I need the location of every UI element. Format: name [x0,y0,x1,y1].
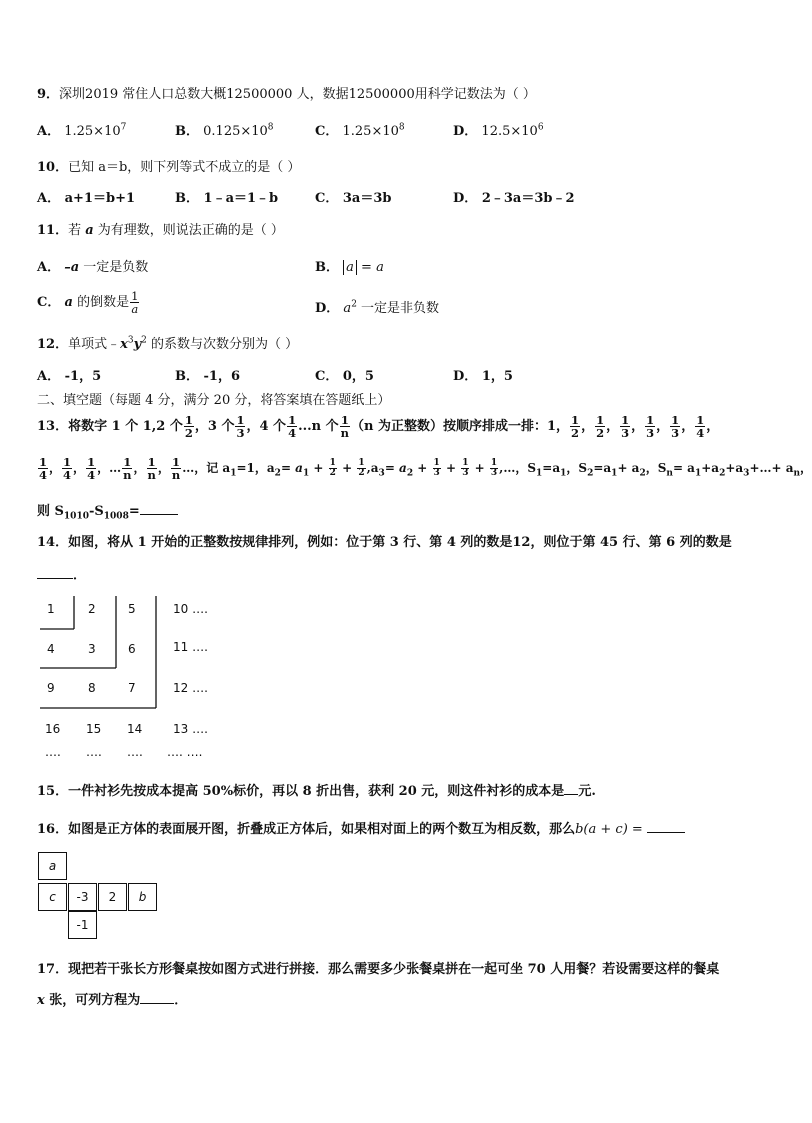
fraction-numerator: 1 [621,413,630,427]
fraction-numerator: 1 [87,455,96,469]
fraction-denominator: a [131,302,139,317]
q13-line-3 [37,500,178,522]
fraction-denominator: 2 [358,468,365,479]
option-value: 1﹣a＝1﹣b [203,191,279,206]
q15-stem [37,780,596,799]
fraction-numerator: 1 [596,413,605,427]
subscript: 2 [639,468,646,479]
fraction-denominator: 3 [646,426,655,441]
section-heading: 二、填空题（每题 4 分，满分 20 分，将答案填在答题纸上） [37,393,391,408]
grid-cell: 5 [128,602,136,616]
fraction-denominator: n [171,468,181,483]
q17-text: 张，可列方程为 [44,993,141,1008]
fraction-numerator: 1 [123,455,132,469]
fraction-numerator: 1 [358,457,365,468]
q13-text: = [128,504,140,519]
q10-text: 已知 a＝b，则下列等式不成立的是（ ） [68,160,301,175]
subscript: 1 [611,468,618,479]
fraction [645,414,655,439]
q11-option-d [315,297,439,316]
fraction-denominator: 4 [63,468,72,483]
q12-text-pre: 单项式﹣ [68,337,121,352]
fraction-denominator: 2 [329,468,336,479]
comma: ， [157,461,170,476]
fraction-denominator: n [123,468,132,483]
q9-option-b [175,120,274,139]
q11-number: 11． [37,223,69,238]
fraction-numerator: 1 [462,457,469,468]
option-label: A． [37,191,61,206]
option-label: D． [453,369,478,384]
q13-text: ，4 个 [246,419,287,435]
fraction-denominator: n [340,426,350,441]
grid-cell: 12 …. [173,681,208,695]
option-label: D． [453,124,478,139]
fraction [146,456,156,481]
option-label: C． [37,295,61,311]
q13-text: = a [672,461,695,476]
fraction [171,456,181,481]
fraction-numerator: 1 [671,413,680,427]
fraction [38,456,48,481]
fraction-numerator: 1 [131,289,139,303]
grid-cell: …. [45,745,61,759]
option-equals: = [356,260,377,275]
option-value: 1.25×10 [342,124,399,139]
q13-text: （n 为正整数）按顺序排成一排：1， [351,419,570,435]
option-value: a+1＝b+1 [64,191,136,206]
grid-cell: 14 [127,722,143,736]
q9-stem [37,83,536,102]
q12-stem [37,333,298,352]
grid-cell: 15 [86,722,102,736]
plus: + [309,461,328,476]
q13-text: = [384,461,400,476]
q13-number: 13． [37,419,69,435]
fraction-numerator: 1 [646,413,655,427]
q16-text: 如图是正方体的表面展开图，折叠成正方体后，如果相对面上的两个数互为相反数，那么 [68,822,576,837]
exponent: 3 [127,335,134,346]
option-variable: a [376,260,384,275]
fraction-numerator: 1 [329,457,336,468]
subscript: 3 [743,468,750,479]
q10-option-c [315,187,392,206]
subscript: n [793,468,801,479]
subscript: 1 [230,468,237,479]
option-value: -1，6 [203,369,241,384]
q14-stem [37,531,732,550]
option-value: 0，5 [342,369,374,384]
q15-end: 元. [578,784,596,799]
comma: ， [656,419,670,435]
comma: ， [133,461,146,476]
option-exponent: 7 [120,122,127,133]
comma: ， [706,419,720,435]
q12-text-post: 的系数与次数分别为（ ） [146,337,299,352]
option-value: 12.5×10 [481,124,538,139]
option-variable: a [343,301,352,316]
comma: ， [49,461,62,476]
comma: ， [681,419,695,435]
q13-text: + a [617,461,640,476]
q11-stem [37,219,284,238]
net-cell-minus1: -1 [68,911,97,939]
monomial-y: y [133,337,142,352]
q13-text: =1，a [236,461,275,476]
q10-number: 10． [37,160,69,175]
plus: + [337,461,357,476]
fraction [184,414,194,439]
q13-text: +a [725,461,744,476]
q17-end: ． [174,993,188,1008]
q9-option-a [37,120,126,139]
grid-cell: …. [127,745,143,759]
answer-blank[interactable] [37,567,73,579]
fraction-denominator: 3 [433,468,440,479]
option-label: D． [453,191,478,206]
option-label: B． [175,191,199,206]
grid-cell: 6 [128,642,136,656]
subscript: n [666,468,673,479]
option-value: 一定是非负数 [356,301,440,316]
ellipsis: … [182,461,195,476]
option-label: B． [175,369,199,384]
exponent: 2 [141,335,147,346]
fraction [62,456,72,481]
subscript: 1 [560,468,567,479]
fraction [595,414,605,439]
q12-number: 12． [37,337,69,352]
fraction-denominator: 2 [184,426,193,441]
subscript: 1 [536,468,543,479]
q15-text: 一件衬衫先按成本提高 50%标价，再以 8 折出售，获利 20 元，则这件衬衫的成本是 [68,784,565,799]
grid-cell: 13 …. [173,722,208,736]
plus: + [441,461,461,476]
q12-option-c [315,365,374,384]
fraction-denominator: 4 [87,468,96,483]
fraction [570,414,580,439]
net-cell-b: b [128,883,157,911]
fraction-denominator: n [147,468,156,483]
q13-text: ， [800,461,812,476]
fraction [122,456,132,481]
option-variable: –a [64,260,80,275]
comma: ， [581,419,595,435]
fraction [433,459,441,479]
option-exponent: 8 [267,122,274,133]
fraction-numerator: 1 [63,455,72,469]
q13-text: ,…，S [499,461,537,476]
fraction [357,459,365,479]
fraction [130,290,139,315]
monomial-x: x [120,337,128,352]
q13-text: ，记 a [194,461,231,476]
subscript: 1010 [63,511,89,522]
grid-cell: 2 [88,602,96,616]
fraction-denominator: 4 [696,426,705,441]
option-label: D． [315,301,340,316]
grid-cell: 11 …. [173,640,208,654]
fraction-numerator: 1 [696,413,705,427]
fraction-denominator: 3 [490,468,498,479]
q13-text: =a [593,461,612,476]
fraction-denominator: 3 [621,426,630,441]
fraction-numerator: 1 [236,413,245,427]
q11-text-post: 为有理数，则说法正确的是（ ） [93,223,284,238]
q12-option-a [37,365,101,384]
q17-stem [37,958,719,977]
fraction [86,456,96,481]
absolute-value: a [343,260,357,275]
fraction [490,459,498,479]
q11-option-a [37,256,148,275]
q15-number: 15． [37,784,69,799]
fraction [329,459,337,479]
q13-text: ...n 个 [298,419,339,435]
net-cell-2: 2 [98,883,127,911]
q14-text: 如图，将从 1 开始的正整数按规律排列，例如：位于第 3 行、第 4 列的数是12，则位于第 45 行、第 6 列的数是 [68,535,732,550]
q13-text: 则 S [37,504,64,519]
q13-line-2 [37,456,812,481]
q10-option-b [175,187,278,206]
option-value: 0.125×10 [203,124,268,139]
q16-expression: b(a + c) = [575,822,647,837]
ellipsis: … [109,461,122,476]
variable: a [295,461,303,476]
fraction-denominator: 2 [571,426,580,441]
option-value: 1.25×10 [64,124,121,139]
plus: + [470,461,489,476]
fraction-denominator: 4 [39,468,48,483]
q17-line-2 [37,989,187,1008]
fraction-numerator: 1 [288,413,297,427]
fraction [695,414,705,439]
plus: + [413,461,432,476]
grid-cell: 7 [128,681,136,695]
subscript: 3 [378,468,385,479]
q9-option-c [315,120,405,139]
q14-blank-line [37,564,86,583]
grid-cell: 3 [88,642,96,656]
q12-option-d [453,365,513,384]
answer-blank[interactable] [140,992,174,1004]
net-cell-c: c [38,883,67,911]
q11-option-b [315,256,384,275]
q13-text: = [280,461,296,476]
variable: a [399,461,407,476]
subscript: 2 [587,468,594,479]
subscript: 1 [302,468,310,479]
subscript: 2 [406,468,414,479]
option-label: A． [37,260,61,275]
q11-text-pre: 若 [68,223,86,238]
comma: ， [606,419,620,435]
grid-cell: 16 [45,722,61,736]
comma: ， [73,461,86,476]
number-grid-figure [37,594,227,764]
cube-net-figure [38,852,163,942]
option-value: -1，5 [64,369,102,384]
q13-text: ，S [566,461,588,476]
fraction [461,459,469,479]
option-exponent: 2 [351,299,357,310]
option-label: A． [37,369,61,384]
net-cell-minus3: -3 [68,883,97,911]
grid-cell: 1 [47,602,55,616]
grid-cell: 9 [47,681,55,695]
fraction [670,414,680,439]
q13-text: +a [701,461,720,476]
subscript: 2 [274,468,281,479]
q13-line-1 [37,414,719,439]
option-value: 3a＝3b [342,191,392,206]
fraction-denominator: 3 [236,426,245,441]
q9-option-d [453,120,544,139]
option-value: 一定是负数 [79,260,149,275]
q11-variable: a [85,223,94,238]
option-value: 1，5 [481,369,513,384]
option-label: A． [37,124,61,139]
option-value: 2﹣3a＝3b﹣2 [481,191,575,206]
q16-number: 16． [37,822,69,837]
option-label: B． [175,124,199,139]
subscript: 1008 [103,511,129,522]
option-label: B． [315,260,339,275]
grid-cell: 8 [88,681,96,695]
option-value: 的倒数是 [72,295,130,311]
grid-lines [37,594,227,764]
answer-blank[interactable] [564,783,578,795]
answer-blank[interactable] [140,503,178,515]
fraction-numerator: 1 [147,455,156,469]
net-cell-a: a [38,852,67,880]
fraction [340,414,350,439]
option-label: C． [315,191,339,206]
fraction [235,414,245,439]
grid-cell: 10 …. [173,602,208,616]
q13-text: +…+ a [749,461,794,476]
fraction-denominator: 4 [288,426,297,441]
q9-text: 深圳2019 常住人口总数大概12500000 人，数据12500000用科学记数法为（ ） [59,87,536,102]
q13-text: ,a [366,461,379,476]
fraction-denominator: 3 [462,468,469,479]
comma: ， [631,419,645,435]
fraction [287,414,297,439]
fraction-numerator: 1 [340,413,349,427]
q13-text: 将数字 1 个 1,2 个 [68,419,183,435]
option-exponent: 6 [537,122,544,133]
q14-end: ． [73,568,87,583]
option-exponent: 8 [398,122,405,133]
subscript: 2 [719,468,726,479]
answer-blank[interactable] [647,821,685,833]
grid-cell: 4 [47,642,55,656]
grid-cell: …. [86,745,102,759]
q9-number: 9． [37,87,60,102]
fraction-numerator: 1 [490,457,498,468]
q14-number: 14． [37,535,69,550]
q10-option-d [453,187,575,206]
fraction-numerator: 1 [571,413,580,427]
q13-text: ，3 个 [194,419,235,435]
q17-text: 现把若干张长方形餐桌按如图方式进行拼接．那么需要多少张餐桌拼在一起可坐 70 人用餐？若设需要这样的餐桌 [68,962,720,977]
q16-stem [37,818,685,837]
fraction [620,414,630,439]
option-variable: a [64,295,73,311]
q11-option-c [37,290,140,315]
q13-text: =a [542,461,561,476]
q10-stem [37,156,300,175]
subscript: 1 [694,468,702,479]
option-label: C． [315,369,339,384]
grid-cell: …. …. [167,745,203,759]
q10-option-a [37,187,135,206]
q13-text: -S [88,504,104,519]
fraction-numerator: 1 [172,455,181,469]
fraction-denominator: 2 [596,426,605,441]
q13-text: ，S [645,461,667,476]
fraction-numerator: 1 [184,413,193,427]
option-label: C． [315,124,339,139]
q17-number: 17． [37,962,69,977]
fraction-numerator: 1 [39,455,48,469]
q12-option-b [175,365,240,384]
q17-variable: x [37,993,45,1008]
comma: ， [97,461,110,476]
fraction-denominator: 3 [671,426,680,441]
fraction-numerator: 1 [433,457,440,468]
